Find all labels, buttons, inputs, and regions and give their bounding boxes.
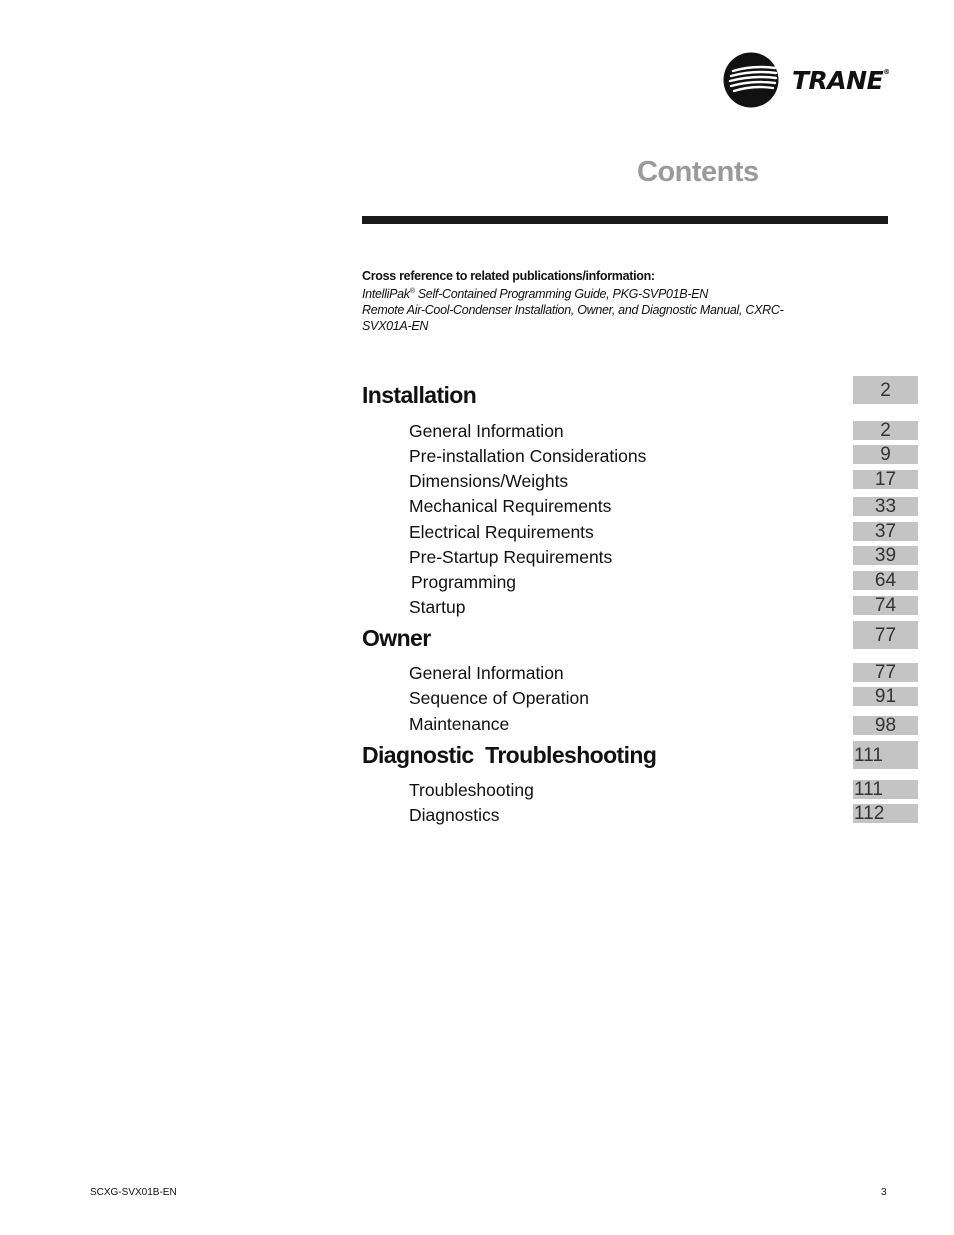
xref-heading: Cross reference to related publications/information:: [362, 269, 655, 283]
toc-page: 33: [853, 497, 918, 516]
footer-page-number: 3: [881, 1187, 887, 1198]
toc-page: 112: [853, 804, 918, 823]
toc-page: 9: [853, 445, 918, 464]
toc-page: 77: [853, 663, 918, 682]
cross-reference-block: [362, 268, 862, 334]
xref-line-3: SVX01A-EN: [362, 319, 429, 334]
toc-item-general-information[interactable]: General Information: [409, 421, 564, 441]
toc-page: 74: [853, 596, 918, 615]
toc-item-startup[interactable]: Startup: [409, 597, 466, 617]
xref-line-1: IntelliPak® Self-Contained Programming Guide, PKG-SVP01B-EN: [362, 287, 708, 302]
toc-item-diagnostics[interactable]: Diagnostics: [409, 805, 500, 825]
toc-page: 37: [853, 522, 918, 541]
xref-line-2: Remote Air-Cool-Condenser Installation, Owner, and Diagnostic Manual, CXRC-: [362, 303, 784, 318]
toc-item-pre-startup-requirements[interactable]: Pre-Startup Requirements: [409, 547, 613, 567]
title-rule: [362, 216, 888, 224]
footer-doc-id: SCXG-SVX01B-EN: [90, 1187, 177, 1198]
toc-item-electrical-requirements[interactable]: Electrical Requirements: [409, 522, 594, 542]
toc-page: 2: [853, 421, 918, 440]
toc-page: 39: [853, 546, 918, 565]
page-title: Contents: [637, 156, 759, 188]
toc-page: 98: [853, 716, 918, 735]
toc-item-mechanical-requirements[interactable]: Mechanical Requirements: [409, 496, 612, 516]
toc-section-owner[interactable]: Owner: [362, 625, 431, 651]
toc-page: 64: [853, 571, 918, 590]
brand-wordmark: TRANE®: [792, 66, 890, 95]
toc-section-diagnostic-troubleshooting[interactable]: Diagnostic Troubleshooting: [362, 742, 657, 768]
toc-page: 17: [853, 470, 918, 489]
toc-item-dimensions-weights[interactable]: Dimensions/Weights: [409, 471, 569, 491]
toc-page: 91: [853, 687, 918, 706]
trane-logo-mark-icon: [723, 52, 779, 108]
toc-item-troubleshooting[interactable]: Troubleshooting: [409, 780, 534, 800]
toc-section-installation[interactable]: Installation: [362, 382, 477, 408]
trane-logo: [723, 52, 893, 108]
toc-item-sequence-of-operation[interactable]: Sequence of Operation: [409, 688, 589, 708]
toc-page-installation: 2: [853, 376, 918, 404]
toc-item-pre-installation[interactable]: Pre-installation Considerations: [409, 446, 647, 466]
toc-item-maintenance[interactable]: Maintenance: [409, 714, 510, 734]
toc-page: 111: [853, 780, 918, 799]
toc-item-programming[interactable]: Programming: [411, 572, 517, 592]
toc-page-diagnostic: 111: [853, 741, 918, 769]
toc-item-owner-general-information[interactable]: General Information: [409, 663, 564, 683]
toc-page-owner: 77: [853, 621, 918, 649]
